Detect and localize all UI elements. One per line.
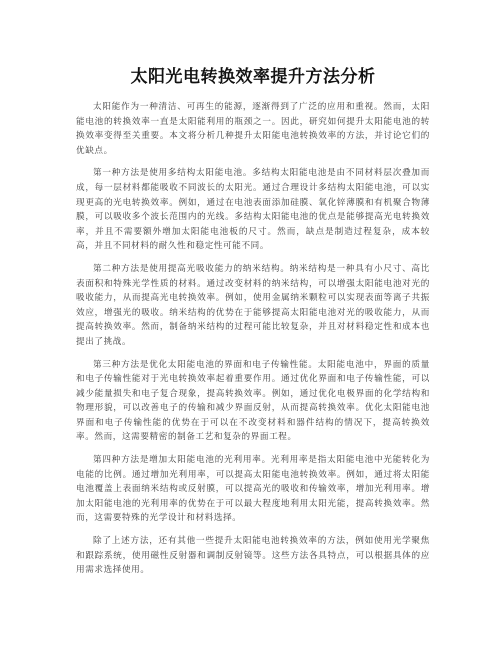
- document-title: 太阳光电转换效率提升方法分析: [130, 67, 376, 87]
- paragraph-other-methods: 除了上述方法，还有其他一些提升太阳能电池转换效率的方法，例如使用光学聚焦和跟踪系统，使用磁性反射器和调制反射镜等。这些方法各具特点，可以根据具体的应用需求选择使用。: [76, 536, 430, 576]
- paragraph-method-3: 第三种方法是优化太阳能电池的界面和电子传输性能。太阳能电池中，界面的质量和电子传输性能对于光电转换效率起着重要作用。通过优化界面和电子传输性能，可以减少能量损失和电子复合现象，提高转换效率。例如，通过优化电极界面的化学结构和物理形貌，可以改善电子的传输和减少界面反射，从而提高转换效率。优化太阳能电池界面和电子传输性能的优势在于可以在不改变材料和器件结构的情况下，提高转换效率。然而，这需要精密的制备工艺和复杂的界面工程。: [76, 359, 430, 443]
- paragraph-intro: 太阳能作为一种清洁、可再生的能源，逐渐得到了广泛的应用和重视。然而，太阳能电池的转换效率一直是太阳能利用的瓶颈之一。因此，研究如何提升太阳能电池的转换效率变得至关重要。本文将分析几种提升太阳能电池转换效率的方法，并讨论它们的优缺点。: [76, 102, 430, 156]
- paragraph-method-4: 第四种方法是增加太阳能电池的光利用率。光利用率是指太阳能电池中光能转化为电能的比例。通过增加光利用率，可以提高太阳能电池转换效率。例如，通过将太阳能电池覆盖上表面纳米结构或反射膜，可以提高光的吸收和传输效率，增加光利用率。增加太阳能电池的光利用率的优势在于可以最大程度地利用太阳光能，提高转换效率。然而，这需要特殊的光学设计和材料选择。: [76, 455, 430, 524]
- paragraph-method-2: 第二种方法是使用提高光吸收能力的纳米结构。纳米结构是一种具有小尺寸、高比表面积和特殊光学性质的材料。通过改变材料的纳米结构，可以增强太阳能电池对光的吸收能力，从而提高光电转换效率。例如，使用金属纳米颗粒可以实现表面等离子共振效应，增强光的吸收。纳米结构的优势在于能够提高太阳能电池对光的吸收能力，从而提高转换效率。然而，制备纳米结构的过程可能比较复杂，并且对材料稳定性和成本也提出了挑战。: [76, 263, 430, 347]
- paragraph-method-1: 第一种方法是使用多结构太阳能电池。多结构太阳能电池是由不同材料层次叠加而成，每一层材料都能吸收不同波长的太阳光。通过合理设计多结构太阳能电池，可以实现更高的光电转换效率。例如，通过在电池表面添加硅膜、氧化锌薄膜和有机聚合物薄膜，可以吸收多个波长范围内的光线。多结构太阳能电池的优点是能够提高光电转换效率，并且不需要额外增加太阳能电池板的尺寸。然而，缺点是制造过程复杂，成本较高，并且不同材料的耐久性和稳定性可能不同。: [76, 168, 430, 252]
